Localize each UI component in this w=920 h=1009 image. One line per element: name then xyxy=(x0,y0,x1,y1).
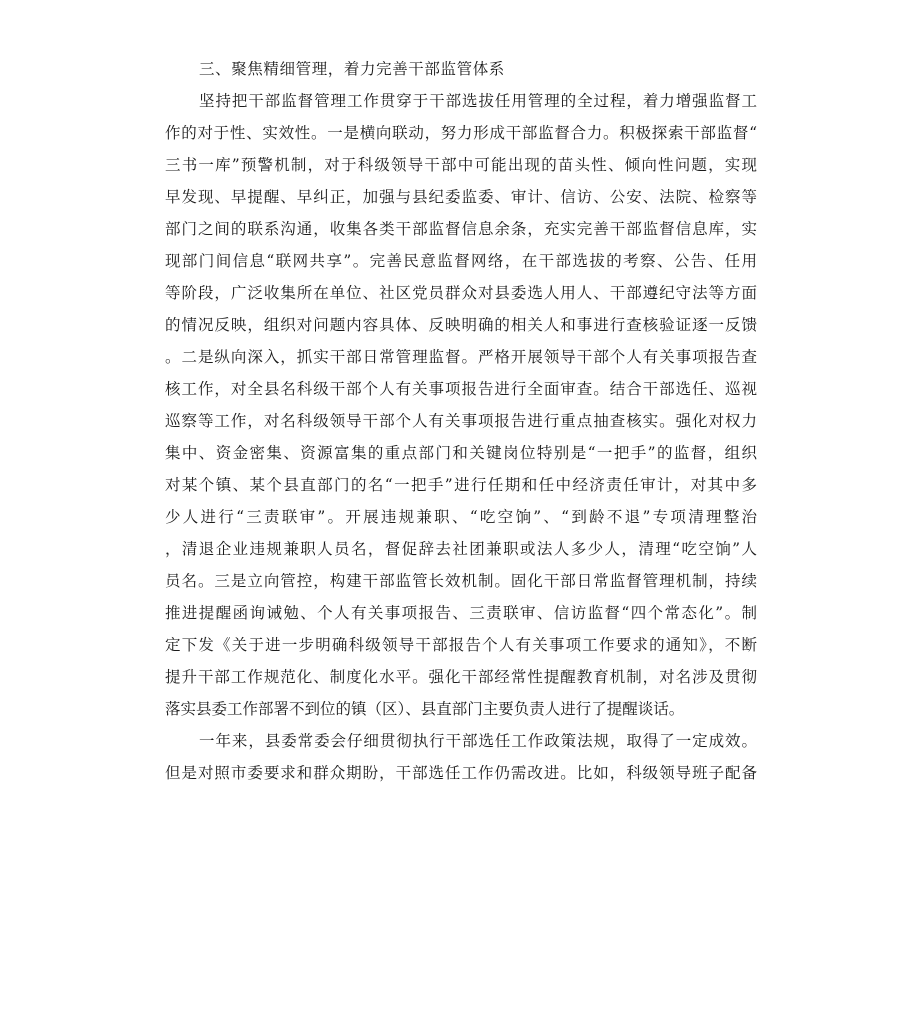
text-line: 但是对照市委要求和群众期盼，干部选任工作仍需改进。比如，科级领导班子配备 xyxy=(165,764,757,782)
text-line: 作的对于性、实效性。一是横向联动，努力形成干部监督合力。积极探索干部监督“ xyxy=(165,124,757,142)
text-line: 落实县委工作部署不到位的镇（区）、县直部门主要负责人进行了提醒谈话。 xyxy=(165,700,685,718)
text-line: ，清退企业违规兼职人员名，督促辞去社团兼职或法人多少人，清理“吃空饷”人 xyxy=(165,540,757,558)
section-heading: 三、聚焦精细管理，着力完善干部监管体系 xyxy=(199,60,505,78)
text-line: 巡察等工作，对名科级领导干部个人有关事项报告进行重点抽查核实。强化对权力 xyxy=(165,412,757,430)
text-line: 的情况反映，组织对问题内容具体、反映明确的相关人和事进行查核验证逐一反馈 xyxy=(165,316,757,334)
text-line: 等阶段，广泛收集所在单位、社区党员群众对县委选人用人、干部遵纪守法等方面 xyxy=(165,284,757,302)
text-line: 推进提醒函询诫勉、个人有关事项报告、三责联审、信访监督“四个常态化”。制 xyxy=(165,604,757,622)
text-line: 少人进行“三责联审”。开展违规兼职、“吃空饷”、“到龄不退”专项清理整治 xyxy=(165,508,757,526)
text-line: 。二是纵向深入，抓实干部日常管理监督。严格开展领导干部个人有关事项报告查 xyxy=(165,348,757,366)
text-line: 早发现、早提醒、早纠正，加强与县纪委监委、审计、信访、公安、法院、检察等 xyxy=(165,188,757,206)
text-line: 集中、资金密集、资源富集的重点部门和关键岗位特别是“一把手”的监督，组织 xyxy=(165,444,757,462)
document-body xyxy=(165,53,757,789)
text-line: 一年来，县委常委会仔细贯彻执行干部选任工作政策法规，取得了一定成效。 xyxy=(199,732,757,750)
text-line: 对某个镇、某个县直部门的名“一把手”进行任期和任中经济责任审计，对其中多 xyxy=(165,476,757,494)
text-line: 定下发《关于进一步明确科级领导干部报告个人有关事项工作要求的通知》，不断 xyxy=(165,636,757,654)
text-line: 员名。三是立向管控，构建干部监管长效机制。固化干部日常监督管理机制，持续 xyxy=(165,572,757,590)
text-line: 提升干部工作规范化、制度化水平。强化干部经常性提醒教育机制，对名涉及贯彻 xyxy=(165,668,757,686)
paragraph-summary xyxy=(165,725,757,789)
paragraph-supervision xyxy=(165,85,757,725)
text-line: 核工作，对全县名科级干部个人有关事项报告进行全面审查。结合干部选任、巡视 xyxy=(165,380,757,398)
text-line: 三书一库”预警机制，对于科级领导干部中可能出现的苗头性、倾向性问题，实现 xyxy=(165,156,757,174)
text-line: 现部门间信息“联网共享”。完善民意监督网络，在干部选拔的考察、公告、任用 xyxy=(165,252,757,270)
text-line: 坚持把干部监督管理工作贯穿于干部选拔任用管理的全过程，着力增强监督工 xyxy=(199,92,757,110)
text-line: 部门之间的联系沟通，收集各类干部监督信息余条，充实完善干部监督信息库，实 xyxy=(165,220,757,238)
